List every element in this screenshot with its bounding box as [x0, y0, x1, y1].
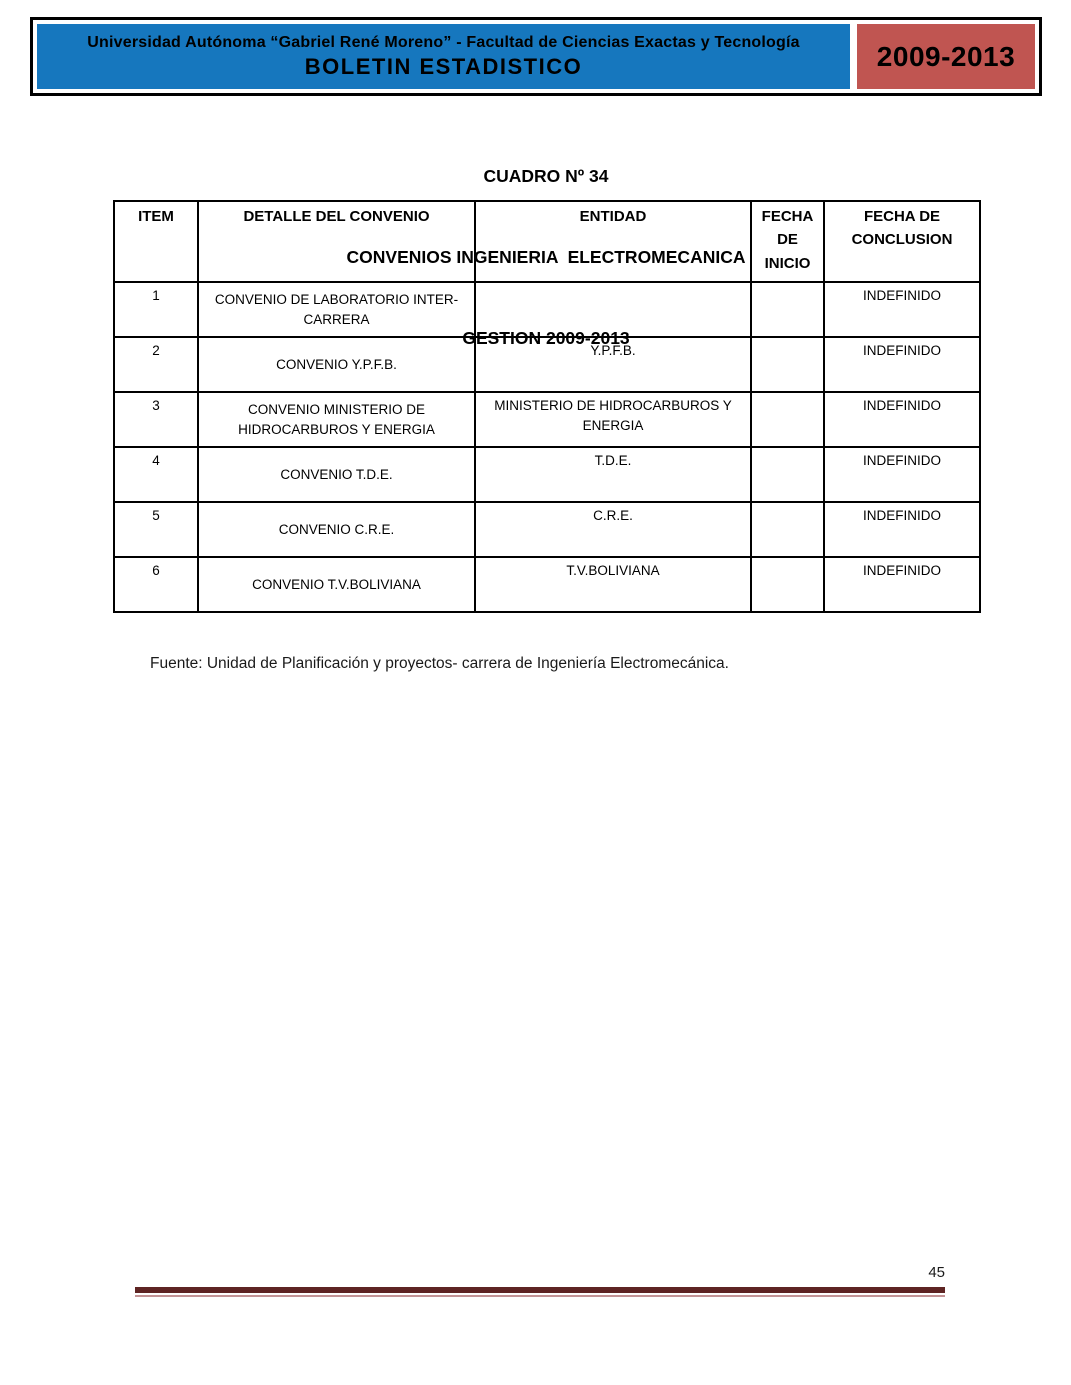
page-number: 45: [928, 1264, 945, 1281]
cell-entidad: C.R.E.: [475, 502, 751, 557]
table-row: [114, 502, 980, 557]
cell-fecha-conclusion: INDEFINIDO: [824, 392, 980, 447]
cell-fecha-inicio: [751, 392, 824, 447]
cell-fecha-inicio: [751, 282, 824, 337]
cell-detalle: CONVENIO MINISTERIO DE HIDROCARBUROS Y ENERGIA: [198, 392, 475, 447]
bulletin-title: BOLETIN ESTADISTICO: [304, 53, 583, 79]
cell-detalle: CONVENIO Y.P.F.B.: [198, 337, 475, 392]
cell-item: 5: [114, 502, 198, 557]
banner-period-badge: 2009-2013: [857, 24, 1035, 89]
cell-entidad: [475, 282, 751, 337]
cell-fecha-conclusion: INDEFINIDO: [824, 337, 980, 392]
page-footer: [135, 1264, 945, 1297]
table-header-row: [114, 201, 980, 282]
cell-fecha-conclusion: INDEFINIDO: [824, 502, 980, 557]
cell-entidad: T.V.BOLIVIANA: [475, 557, 751, 612]
column-header-item: ITEM: [114, 201, 198, 282]
cell-item: 6: [114, 557, 198, 612]
column-header-fecha-conclusion: FECHA DE CONCLUSION: [824, 201, 980, 282]
cell-fecha-conclusion: INDEFINIDO: [824, 447, 980, 502]
cell-item: 4: [114, 447, 198, 502]
column-header-detalle: DETALLE DEL CONVENIO: [198, 201, 475, 282]
table-row: [114, 337, 980, 392]
cell-fecha-conclusion: INDEFINIDO: [824, 282, 980, 337]
cuadro-period: GESTION 2009-2013: [462, 328, 630, 348]
cell-entidad: T.D.E.: [475, 447, 751, 502]
table-row: [114, 557, 980, 612]
cell-item: 2: [114, 337, 198, 392]
cell-detalle: CONVENIO C.R.E.: [198, 502, 475, 557]
cell-detalle: CONVENIO DE LABORATORIO INTER-CARRERA: [198, 282, 475, 337]
cell-fecha-conclusion: INDEFINIDO: [824, 557, 980, 612]
cell-entidad: MINISTERIO DE HIDROCARBUROS Y ENERGIA: [475, 392, 751, 447]
header-banner: [30, 17, 1042, 96]
convenios-table: [113, 200, 981, 613]
banner-institution: [37, 24, 850, 89]
cuadro-number: CUADRO Nº 34: [483, 166, 609, 186]
footer-rule-thin: [135, 1295, 945, 1297]
cell-entidad: Y.P.F.B.: [475, 337, 751, 392]
table-row: [114, 392, 980, 447]
column-header-entidad: ENTIDAD: [475, 201, 751, 282]
cell-fecha-inicio: [751, 502, 824, 557]
source-note: Fuente: Unidad de Planificación y proyectos- carrera de Ingeniería Electromecánica.: [150, 655, 729, 672]
cell-fecha-inicio: [751, 337, 824, 392]
cell-fecha-inicio: [751, 447, 824, 502]
cell-fecha-inicio: [751, 557, 824, 612]
cell-detalle: CONVENIO T.D.E.: [198, 447, 475, 502]
cell-detalle: CONVENIO T.V.BOLIVIANA: [198, 557, 475, 612]
university-name: Universidad Autónoma “Gabriel René Moreno” - Facultad de Ciencias Exactas y Tecnología: [87, 33, 800, 51]
table-row: [114, 447, 980, 502]
column-header-fecha-inicio: FECHA DE INICIO: [751, 201, 824, 282]
cuadro-title: CONVENIOS INGENIERIA ELECTROMECANICA: [346, 247, 746, 267]
table-row: [114, 282, 980, 337]
cell-item: 1: [114, 282, 198, 337]
cell-item: 3: [114, 392, 198, 447]
